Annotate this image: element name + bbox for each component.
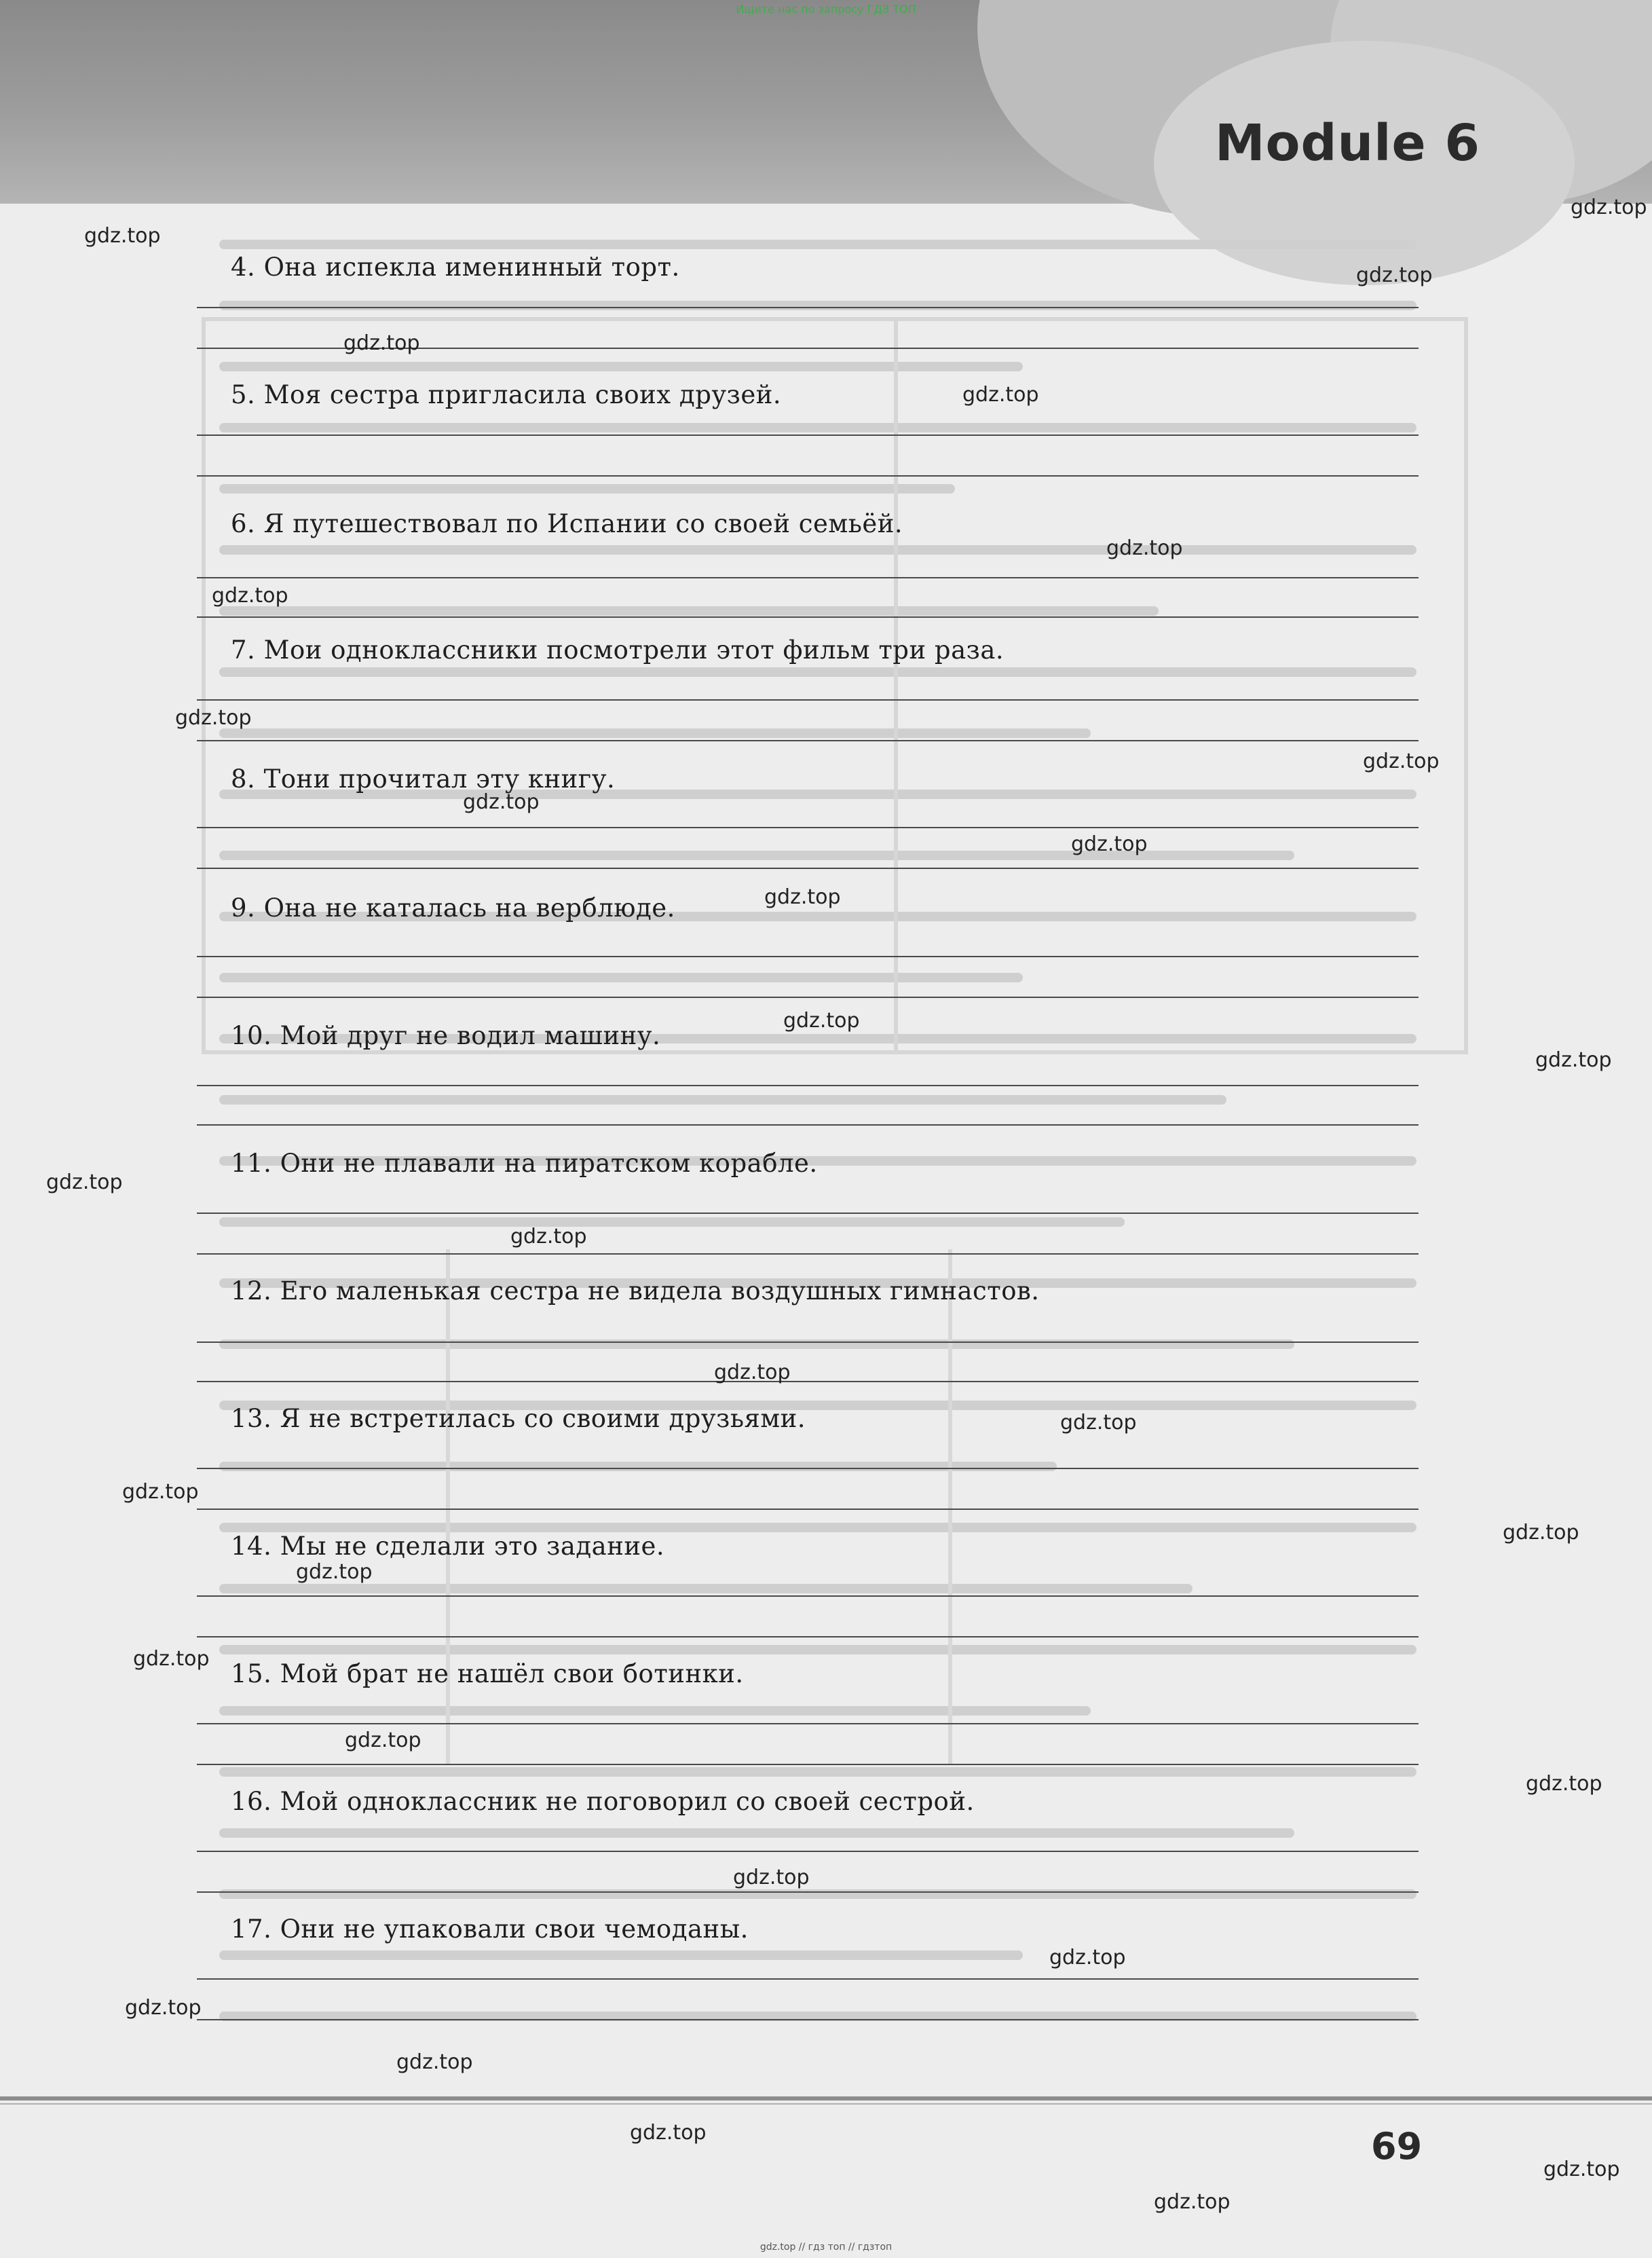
answer-line[interactable]	[197, 1468, 1419, 1469]
answer-line[interactable]	[197, 434, 1419, 436]
answer-line[interactable]	[197, 1253, 1419, 1255]
answer-line[interactable]	[197, 1636, 1419, 1637]
answer-line[interactable]	[197, 1509, 1419, 1510]
exercise-item: 9. Она не каталась на верблюде.	[231, 893, 675, 923]
answer-line[interactable]	[197, 1851, 1419, 1852]
answer-line[interactable]	[197, 1595, 1419, 1597]
watermark: gdz.top	[1503, 1521, 1579, 1544]
watermark: gdz.top	[630, 2121, 707, 2145]
exercise-item: 11. Они не плавали на пиратском корабле.	[231, 1149, 818, 1178]
answer-line[interactable]	[197, 699, 1419, 701]
bottom-note: gdz.top // гдз топ // гдзтоп	[759, 2242, 893, 2253]
watermark: gdz.top	[764, 885, 841, 909]
watermark: gdz.top	[714, 1361, 791, 1384]
answer-line[interactable]	[197, 740, 1419, 741]
watermark: gdz.top	[1106, 536, 1183, 560]
footer-rule	[0, 2103, 1652, 2105]
answer-line[interactable]	[197, 1213, 1419, 1214]
exercise-item: 15. Мой брат не нашёл свои ботинки.	[231, 1659, 744, 1688]
watermark: gdz.top	[1535, 1048, 1612, 1072]
watermark: gdz.top	[1543, 2158, 1620, 2181]
watermark: gdz.top	[463, 790, 540, 814]
watermark: gdz.top	[175, 706, 252, 730]
watermark: gdz.top	[345, 1728, 421, 1752]
watermark: gdz.top	[733, 1866, 810, 1889]
watermark: gdz.top	[962, 383, 1039, 407]
answer-line[interactable]	[197, 827, 1419, 828]
watermark: gdz.top	[1356, 263, 1433, 287]
top-search-note: Ищите нас по запросу ГДЗ ТОП	[736, 3, 916, 16]
watermark: gdz.top	[1363, 749, 1440, 773]
watermark: gdz.top	[133, 1647, 210, 1671]
watermark: gdz.top	[125, 1996, 202, 2020]
exercise-item: 4. Она испекла именинный торт.	[231, 253, 680, 282]
watermark: gdz.top	[84, 224, 161, 248]
answer-line[interactable]	[197, 307, 1419, 308]
exercise-item: 16. Мой одноклассник не поговорил со своей сестрой.	[231, 1787, 975, 1816]
answer-line[interactable]	[197, 475, 1419, 477]
answer-line[interactable]	[197, 1978, 1419, 1980]
exercise-item: 17. Они не упаковали свои чемоданы.	[231, 1914, 749, 1944]
header-band	[0, 0, 1652, 204]
answer-line[interactable]	[197, 1085, 1419, 1086]
exercise-item: 5. Моя сестра пригласила своих друзей.	[231, 380, 782, 409]
watermark: gdz.top	[1049, 1946, 1126, 1969]
answer-line[interactable]	[197, 1124, 1419, 1126]
watermark: gdz.top	[1071, 832, 1148, 856]
answer-line[interactable]	[197, 1891, 1419, 1893]
exercise-item: 12. Его маленькая сестра не видела воздушных гимнастов.	[231, 1276, 1040, 1306]
exercise-item: 10. Мой друг не водил машину.	[231, 1021, 661, 1050]
watermark: gdz.top	[396, 2050, 473, 2074]
page-number: 69	[1371, 2125, 1423, 2168]
answer-line[interactable]	[197, 1381, 1419, 1382]
watermark: gdz.top	[783, 1009, 860, 1033]
exercise-item: 8. Тони прочитал эту книгу.	[231, 764, 616, 794]
exercise-item: 13. Я не встретилась со своими друзьями.	[231, 1404, 806, 1433]
answer-line[interactable]	[197, 577, 1419, 578]
watermark: gdz.top	[510, 1225, 587, 1248]
answer-line[interactable]	[197, 1341, 1419, 1343]
watermark: gdz.top	[122, 1480, 199, 1504]
answer-line[interactable]	[197, 997, 1419, 998]
answer-line[interactable]	[197, 2019, 1419, 2020]
answer-line[interactable]	[197, 616, 1419, 618]
module-title: Module 6	[1215, 114, 1480, 172]
exercise-item: 7. Мои одноклассники посмотрели этот фильм три раза.	[231, 635, 1005, 665]
exercise-item: 14. Мы не сделали это задание.	[231, 1532, 665, 1561]
watermark: gdz.top	[1526, 1772, 1602, 1796]
watermark: gdz.top	[212, 584, 288, 608]
watermark: gdz.top	[46, 1170, 123, 1194]
watermark: gdz.top	[1154, 2190, 1231, 2214]
footer-rule	[0, 2096, 1652, 2100]
watermark: gdz.top	[343, 331, 420, 355]
answer-line[interactable]	[197, 1764, 1419, 1765]
watermark: gdz.top	[296, 1560, 373, 1584]
answer-line[interactable]	[197, 1723, 1419, 1724]
answer-line[interactable]	[197, 868, 1419, 869]
watermark: gdz.top	[1060, 1411, 1137, 1435]
watermark: gdz.top	[1571, 196, 1647, 219]
exercise-item: 6. Я путешествовал по Испании со своей семьёй.	[231, 509, 903, 538]
answer-line[interactable]	[197, 956, 1419, 957]
